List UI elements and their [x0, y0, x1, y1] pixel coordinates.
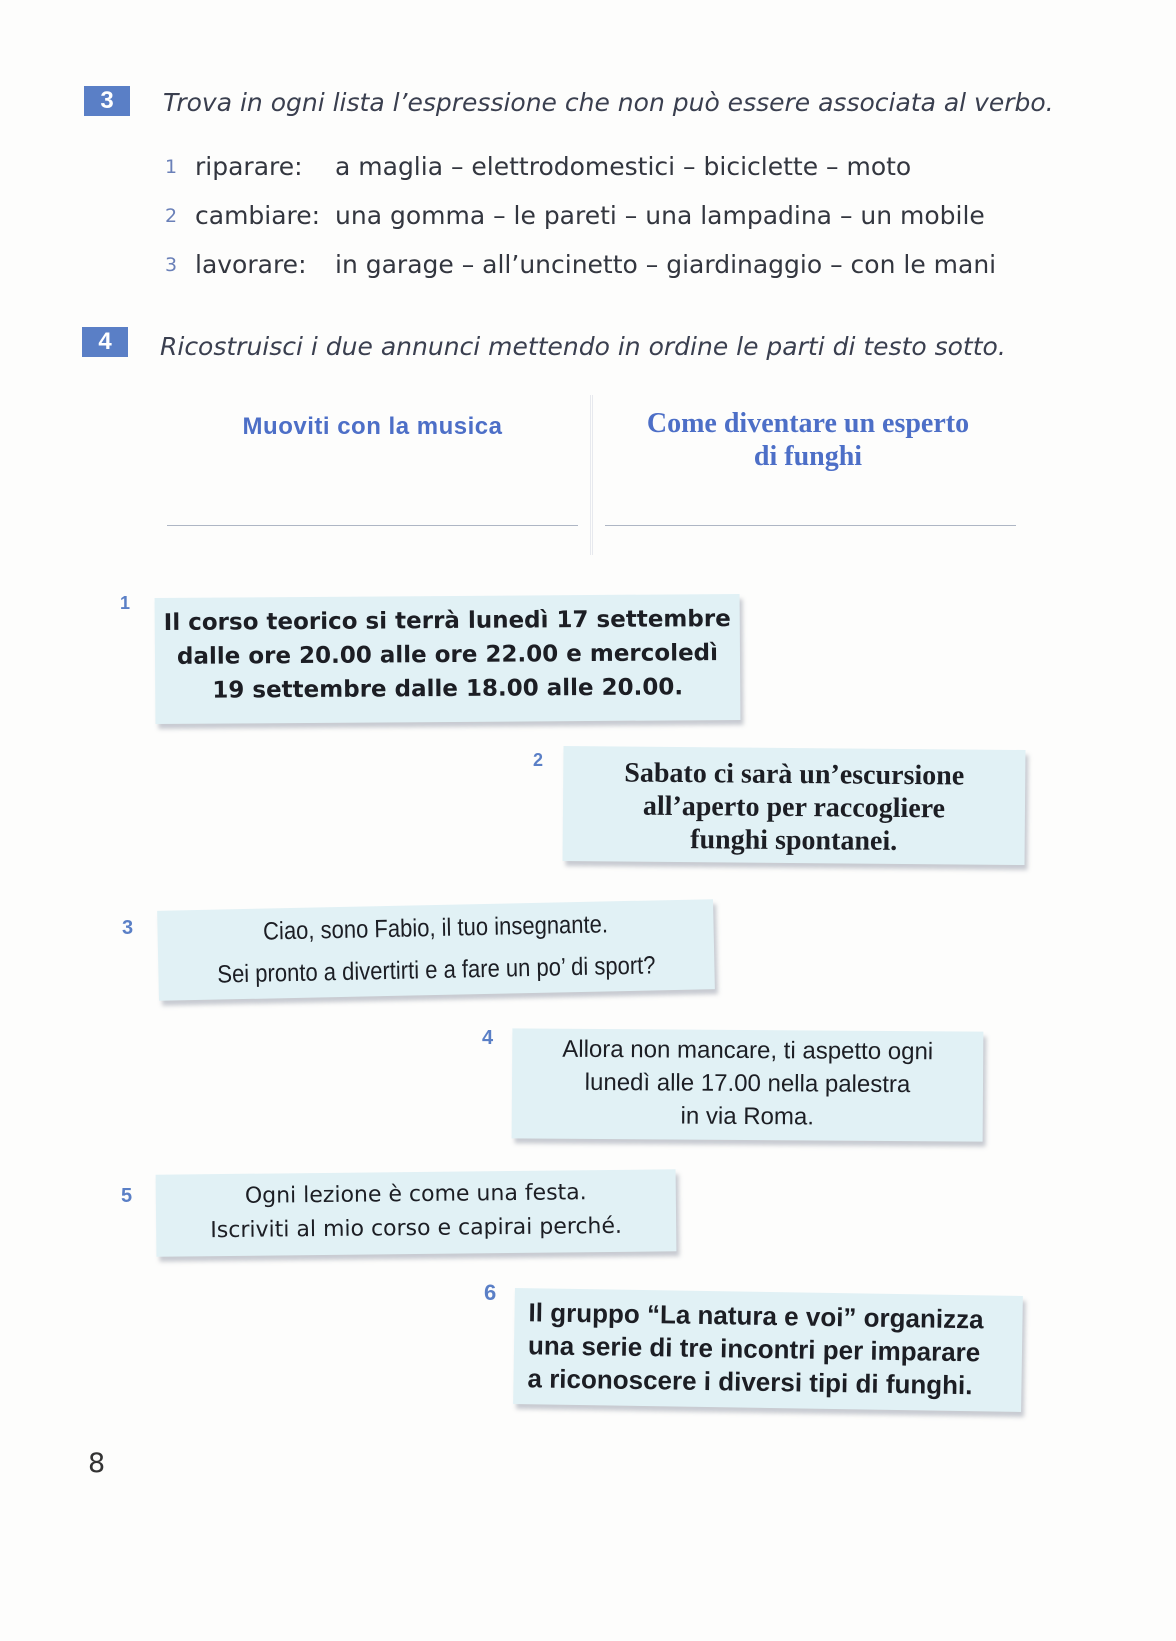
- strip-line: all’aperto per raccogliere: [642, 790, 946, 825]
- text-strip-4: [512, 1028, 984, 1141]
- strip-line: in via Roma.: [680, 1102, 815, 1131]
- strip-line: una serie di tre incontri per imparare: [527, 1330, 981, 1368]
- answer-line-2[interactable]: [605, 525, 1016, 526]
- strip-line: funghi spontanei.: [690, 824, 898, 857]
- text-strip-1: [155, 594, 741, 724]
- item-number: 1: [165, 156, 178, 178]
- strip-line: Il gruppo “La natura e voi” organizza: [528, 1297, 984, 1335]
- page-number: 8: [88, 1448, 106, 1479]
- item-options: una gomma – le pareti – una lampadina – un mobile: [335, 201, 985, 230]
- item-verb: lavorare:: [195, 250, 307, 279]
- text-strip-3: [157, 899, 715, 1001]
- exercise-3-instruction: Trova in ogni lista l’espressione che non può essere associata al verbo.: [163, 88, 1054, 117]
- strip-line: a riconoscere i diversi tipi di funghi.: [527, 1363, 973, 1401]
- ad-title-2: Come diventare un esperto di funghi: [646, 408, 970, 472]
- text-strip-5: [156, 1169, 677, 1256]
- strip-number: 6: [484, 1280, 497, 1305]
- strip-line: Sabato ci sarà un’escursione: [624, 757, 965, 792]
- strip-line: Iscriviti al mio corso e capirai perché.: [210, 1213, 623, 1244]
- strip-number: 5: [121, 1185, 133, 1207]
- strip-line: Allora non mancare, ti aspetto ogni: [562, 1035, 934, 1066]
- strip-line: Il corso teorico si terrà lunedì 17 settembre: [163, 606, 731, 636]
- strip-number: 2: [533, 750, 544, 770]
- text-strip-6: [513, 1288, 1023, 1412]
- item-verb: cambiare:: [195, 201, 321, 230]
- exercise-4-number: 4: [82, 327, 128, 357]
- ad-title-1: Muoviti con la musica: [242, 413, 503, 440]
- strip-line: dalle ore 20.00 alle ore 22.00 e mercoledì: [176, 640, 719, 670]
- strip-number: 3: [122, 917, 134, 939]
- ad-answer-box-2: [592, 395, 1028, 555]
- strip-number: 4: [482, 1027, 494, 1049]
- answer-line-1[interactable]: [167, 525, 578, 526]
- item-number: 2: [165, 205, 178, 227]
- strip-number: 1: [120, 593, 131, 613]
- item-options: a maglia – elettrodomestici – biciclette – moto: [335, 152, 912, 181]
- strip-line: Ogni lezione è come una festa.: [244, 1180, 587, 1209]
- ad-answer-box-1: [155, 395, 591, 555]
- strip-line: lunedì alle 17.00 nella palestra: [584, 1068, 911, 1099]
- strip-line: Ciao, sono Fabio, il tuo insegnante.: [262, 910, 609, 946]
- text-strip-2: [563, 746, 1026, 865]
- item-verb: riparare:: [195, 152, 303, 181]
- exercise-4-instruction: Ricostruisci i due annunci mettendo in ordine le parti di testo sotto.: [160, 332, 1006, 361]
- exercise-3-number: 3: [84, 86, 130, 116]
- strip-line: 19 settembre dalle 18.00 alle 20.00.: [212, 674, 684, 704]
- strip-line: Sei pronto a divertirti e a fare un po’ di sport?: [217, 951, 656, 989]
- item-number: 3: [165, 254, 178, 276]
- item-options: in garage – all’uncinetto – giardinaggio – con le mani: [335, 250, 997, 279]
